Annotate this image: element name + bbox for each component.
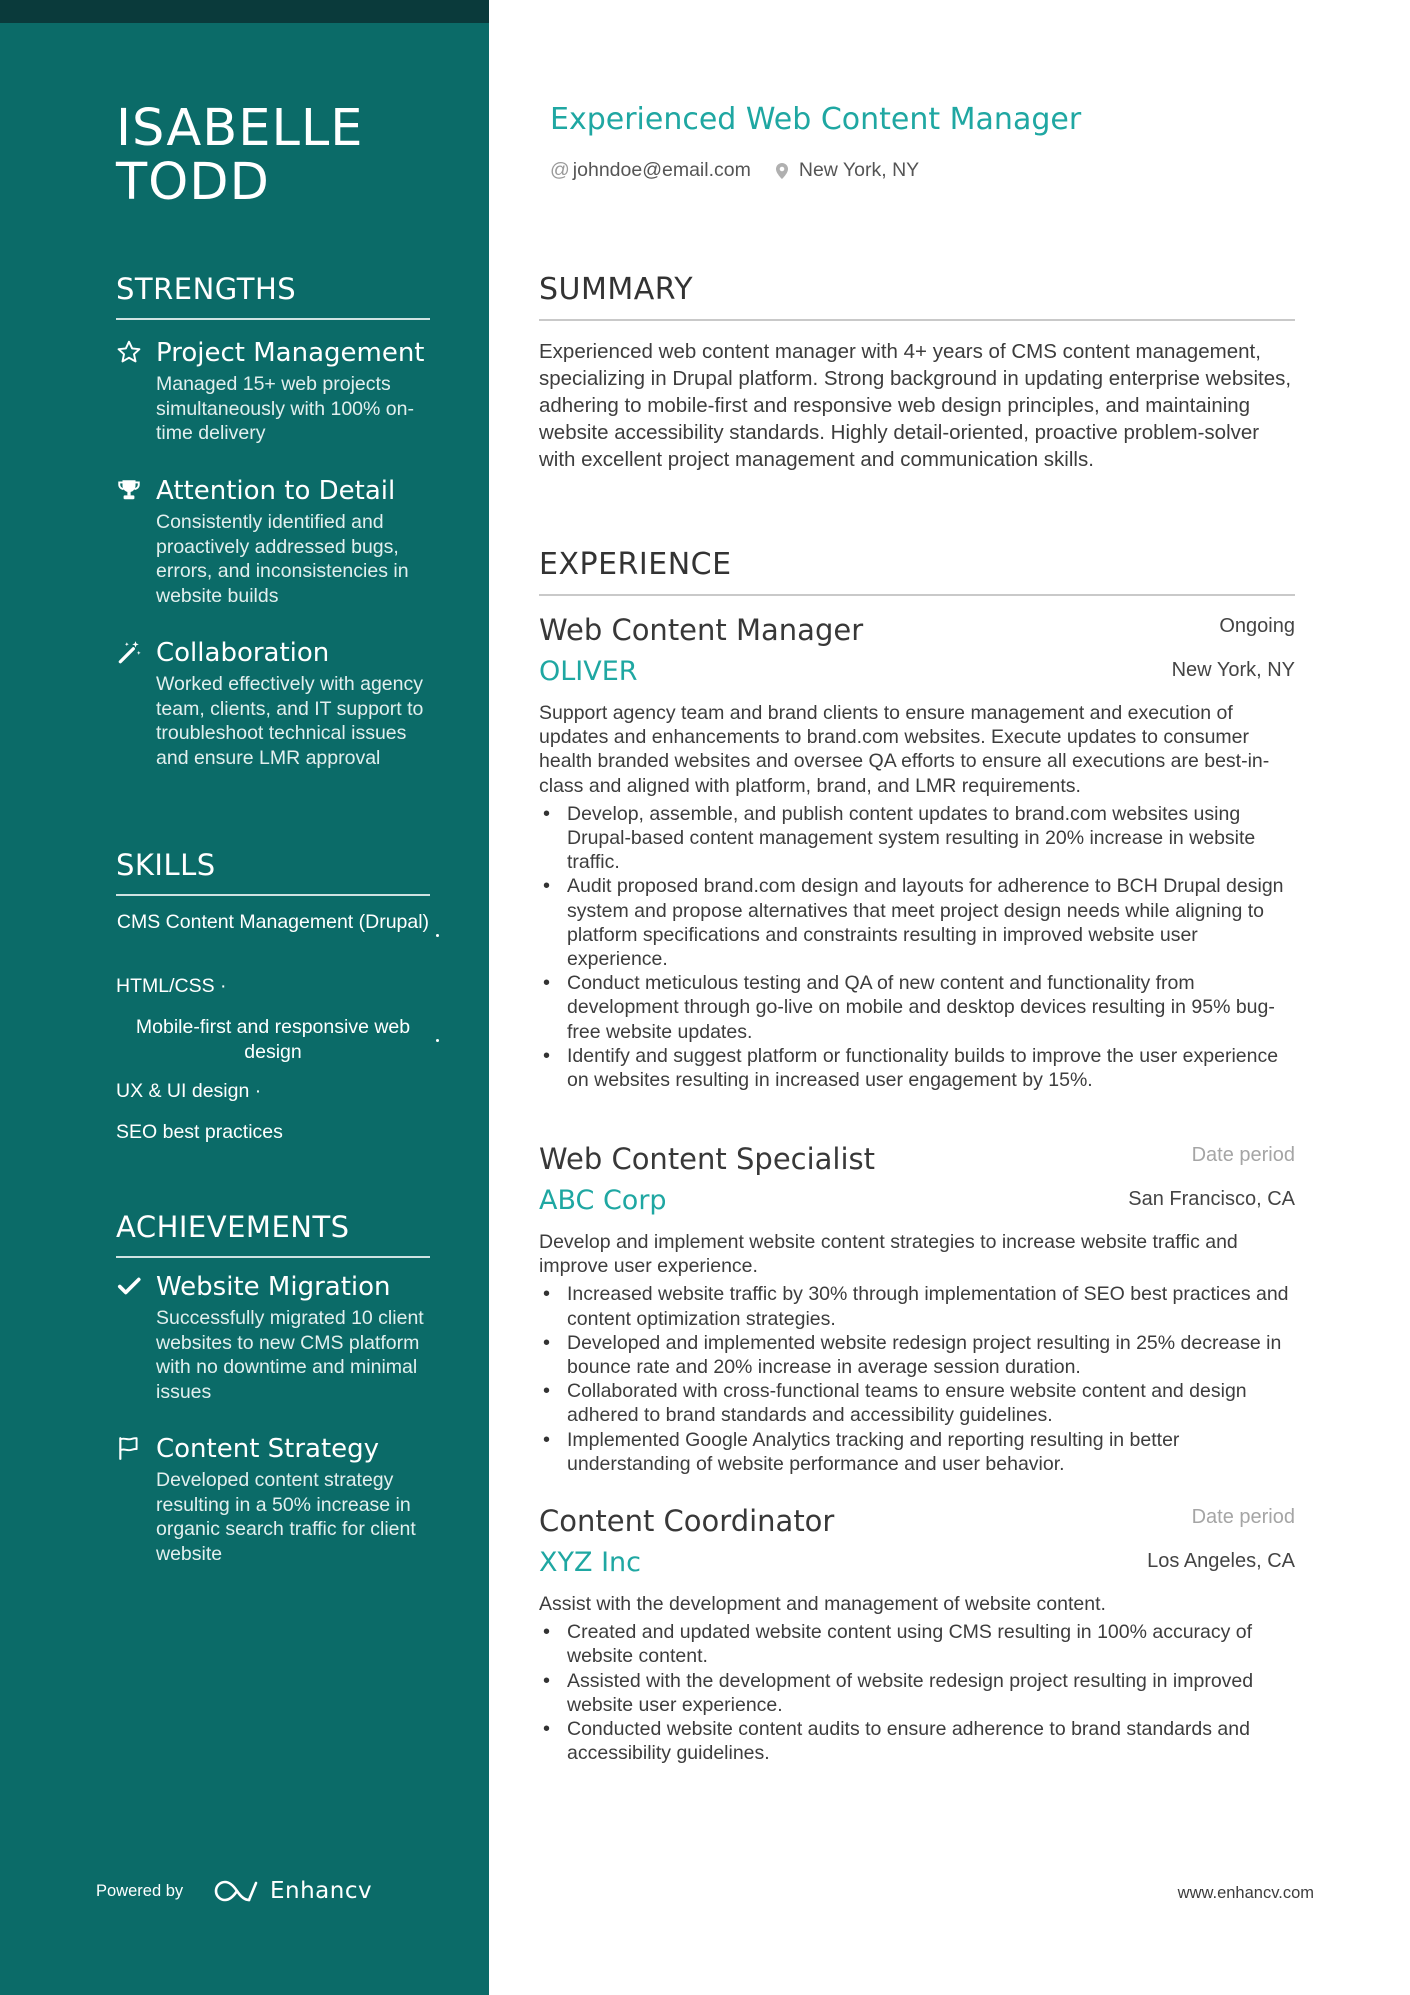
- job-bullets: [539, 1282, 1295, 1476]
- skill-item: SEO best practices: [116, 1121, 283, 1143]
- skill-item: HTML/CSS ·: [116, 975, 227, 997]
- job-bullet: • Identify and suggest platform or functionality builds to improve the user experience on websites resulting in increased user engagement by 15%.: [539, 1044, 1295, 1092]
- job-description: Support agency team and brand clients to ensure management and execution of updates and enhancements to brand.com websites. Execute updates to consumer health branded websites and oversee QA efforts to ensure all executions are best-in-class and aligned with platform, brand, and LMR requirements.: [539, 702, 1270, 797]
- sidebar-top-bar: [0, 0, 489, 23]
- summary-text: Experienced web content manager with 4+ years of CMS content management, specializing in Drupal platform. Strong background in updating enterprise websites, adhering to mobile-first and responsive web design principles, and maintaining website accessibility standards. Highly detail-oriented, proactive problem-solver with excellent project management and communication skills.: [539, 340, 1292, 471]
- job-location: San Francisco, CA: [1128, 1188, 1295, 1210]
- strength-item: [116, 474, 436, 608]
- achievement-desc: Developed content strategy resulting in a 50% increase in organic search traffic for client website: [156, 1469, 416, 1565]
- job-role: Web Content Manager: [539, 613, 864, 647]
- strength-desc: Worked effectively with agency team, clients, and IT support to troubleshoot technical issues and ensure LMR approval: [156, 673, 424, 769]
- job-bullet: • Increased website traffic by 30% through implementation of SEO best practices and content optimization strategies.: [539, 1282, 1295, 1330]
- name-last: TODD: [116, 153, 270, 212]
- achievements-heading: ACHIEVEMENTS: [116, 1210, 430, 1258]
- at-icon: @: [550, 159, 570, 181]
- achievement-title: Website Migration: [156, 1272, 391, 1302]
- skill-separator-dot: [436, 1039, 439, 1042]
- location-text: New York, NY: [798, 159, 920, 181]
- resume-headline: Experienced Web Content Manager: [550, 102, 1082, 137]
- job-company: XYZ Inc: [539, 1547, 641, 1578]
- job-role: Content Coordinator: [539, 1504, 835, 1538]
- skill-separator-dot: [436, 934, 439, 937]
- skill-label: UX & UI design: [116, 1080, 250, 1102]
- strength-title: Collaboration: [156, 638, 330, 668]
- experience-heading: EXPERIENCE: [539, 547, 1295, 596]
- job-bullet: • Conducted website content audits to ensure adherence to brand standards and accessibility guidelines.: [539, 1717, 1295, 1765]
- job-bullet: • Developed and implemented website redesign project resulting in 25% decrease in bounce rate and 20% increase in average session duration.: [539, 1331, 1295, 1379]
- achievement-desc: Successfully migrated 10 client websites to new CMS platform with no downtime and minimal issues: [156, 1307, 424, 1403]
- skills-heading: SKILLS: [116, 848, 430, 896]
- summary-heading: SUMMARY: [539, 272, 1295, 321]
- job-description: Develop and implement website content strategies to increase website traffic and improve user experience.: [539, 1231, 1238, 1278]
- skill-label: HTML/CSS: [116, 975, 215, 997]
- magic-wand-icon: [116, 639, 142, 665]
- enhancv-logo-icon: [214, 1878, 260, 1904]
- flag-icon: [116, 1435, 142, 1461]
- location-pin-icon: [775, 162, 789, 180]
- job-date: Date period: [1191, 1144, 1295, 1166]
- strengths-heading: STRENGTHS: [116, 272, 430, 320]
- strength-desc: Consistently identified and proactively addressed bugs, errors, and inconsistencies in website builds: [156, 511, 409, 607]
- strength-title: Project Management: [156, 338, 425, 368]
- job-role: Web Content Specialist: [539, 1142, 876, 1176]
- skill-item: Mobile-first and responsive web design: [135, 1016, 411, 1063]
- skill-item: UX & UI design ·: [116, 1080, 262, 1102]
- achievement-item: [116, 1270, 436, 1404]
- star-icon: [116, 339, 142, 365]
- job-description: Assist with the development and management of website content.: [539, 1593, 1106, 1615]
- achievement-title: Content Strategy: [156, 1434, 380, 1464]
- trophy-icon: [116, 477, 142, 503]
- job-date: Date period: [1191, 1506, 1295, 1528]
- job-bullet: • Audit proposed brand.com design and layouts for adherence to BCH Drupal design system and propose alternatives that meet project design needs while aligning to platform specifications and constraints resulting in improved website user experience.: [539, 874, 1295, 971]
- job-company: OLIVER: [539, 656, 638, 687]
- powered-by-label: Powered by: [96, 1882, 184, 1900]
- job-bullet: • Implemented Google Analytics tracking and reporting resulting in better understanding of website performance and user behavior.: [539, 1428, 1295, 1476]
- job-bullet: • Collaborated with cross-functional teams to ensure website content and design adhered to brand standards and accessibility guidelines.: [539, 1379, 1295, 1427]
- job-company: ABC Corp: [539, 1185, 667, 1216]
- skill-item: CMS Content Management (Drupal): [116, 911, 430, 933]
- strength-desc: Managed 15+ web projects simultaneously with 100% on-time delivery: [156, 373, 414, 444]
- email-text[interactable]: johndoe@email.com: [572, 159, 751, 181]
- enhancv-brand-name: Enhancv: [270, 1878, 373, 1904]
- strength-title: Attention to Detail: [156, 476, 396, 506]
- job-bullet: • Conduct meticulous testing and QA of new content and functionality from development through go-live on mobile and desktop devices resulting in 95% bug-free website updates.: [539, 971, 1295, 1044]
- contact-row: [550, 159, 919, 182]
- job-bullet: • Develop, assemble, and publish content updates to brand.com websites using Drupal-based content management system resulting in 20% increase in website traffic.: [539, 802, 1295, 875]
- job-entry: [539, 611, 1295, 1092]
- job-bullet: • Assisted with the development of website redesign project resulting in improved website user experience.: [539, 1669, 1295, 1717]
- strength-item: [116, 636, 436, 770]
- strength-item: [116, 336, 436, 446]
- job-bullets: [539, 802, 1295, 1092]
- job-date: Ongoing: [1219, 615, 1295, 637]
- job-location: New York, NY: [1171, 659, 1295, 681]
- job-bullets: [539, 1620, 1295, 1765]
- job-entry: [539, 1140, 1295, 1476]
- job-location: Los Angeles, CA: [1147, 1550, 1295, 1572]
- checkmark-icon: [116, 1273, 142, 1299]
- name-first: ISABELLE: [116, 99, 364, 158]
- sidebar: [0, 0, 489, 1995]
- candidate-name: [116, 99, 456, 212]
- enhancv-logo[interactable]: [214, 1874, 372, 1908]
- footer-url[interactable]: www.enhancv.com: [1177, 1884, 1314, 1902]
- job-bullet: • Created and updated website content using CMS resulting in 100% accuracy of website content.: [539, 1620, 1295, 1668]
- job-entry: [539, 1502, 1295, 1765]
- achievement-item: [116, 1432, 436, 1566]
